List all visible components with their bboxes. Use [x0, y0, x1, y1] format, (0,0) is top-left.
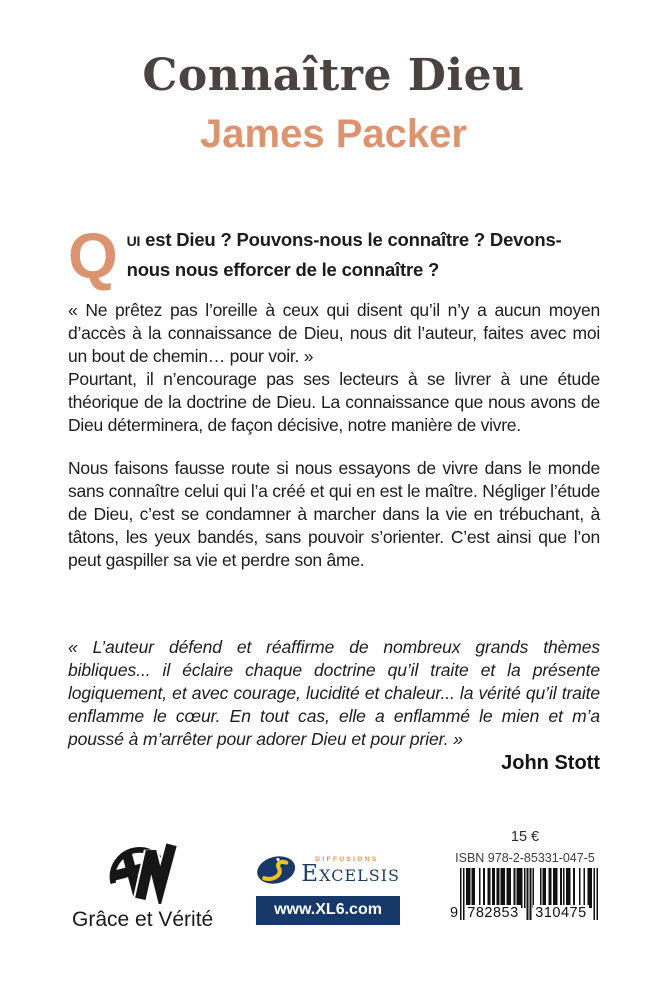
- ean-digit-group: 782853: [465, 905, 521, 921]
- book-author: James Packer: [200, 112, 467, 156]
- paragraph-author-quote: « Ne prêtez pas l’oreille à ceux qui disent qu’il n’y a aucun moyen d’accès à la connaissance de Dieu, nous dit l’auteur, faites avec moi un bout de chemin… pour voir. »: [68, 300, 600, 366]
- endorsement-author: John Stott: [501, 752, 600, 774]
- ean-digit-group: 9: [450, 905, 459, 921]
- diffusions-label: DIFFUSIONS: [315, 856, 379, 863]
- intro-text: est Dieu ? Pouvons-nous le connaître ? Devons-nous nous efforcer de le connaître ?: [126, 229, 562, 280]
- price: 15 €: [510, 829, 540, 845]
- intro-question: [68, 220, 600, 292]
- excelsis-name: Excelsis: [301, 861, 400, 887]
- grace-et-verite-label: Grâce et Vérité: [72, 908, 214, 931]
- grace-et-verite-logo: [72, 838, 212, 932]
- cross-and-arc-icon: [101, 838, 183, 904]
- book-title: Connaître Dieu: [142, 50, 525, 101]
- isbn-label: ISBN 978-2-85331-047-5: [455, 851, 595, 865]
- intro-small-caps: UI: [126, 233, 141, 249]
- ean-digits: [450, 905, 600, 921]
- pricing-block: [448, 829, 602, 920]
- endorsement-quote: « L’auteur défend et réaffirme de nombreux grands thèmes bibliques... il éclaire chaque doctrine qu’il traite et la présente logiquement, et avec courage, lucidité et chaleur... la vérité qu’il traite enflamme le cœur. En tout cas, elle a enflammé le mien et m’a poussé à m’arrêter pour adorer Dieu et pour prier. »: [68, 637, 600, 749]
- excelsis-swirl-icon: [256, 852, 296, 888]
- paragraph-fausse-route: Nous faisons fausse route si nous essayons de vivre dans le monde sans connaître celui qui l’a créé et qui en est le maître. Négliger l’étude de Dieu, c’est se condamner à marcher dans la vie en trébuchant, à tâtons, les yeux bandés, sans pouvoir s’orienter. C’est ainsi que l’on peut gaspiller sa vie et perdre son âme.: [68, 458, 600, 570]
- barcode: [450, 868, 600, 920]
- drop-cap: Q: [68, 220, 118, 292]
- body-block-1: [68, 299, 600, 437]
- paragraph-pourtant: Pourtant, il n’encourage pas ses lecteurs à se livrer à une étude théorique de la doctrine de Dieu. La connaissance que nous avons de Dieu déterminera, de façon décisive, notre manière de vivre.: [68, 369, 600, 435]
- ean-digit-group: 310475: [533, 905, 589, 921]
- xl6-url: www.XL6.com: [256, 896, 400, 925]
- excelsis-logo: [256, 852, 400, 925]
- body-block-2: [68, 457, 600, 572]
